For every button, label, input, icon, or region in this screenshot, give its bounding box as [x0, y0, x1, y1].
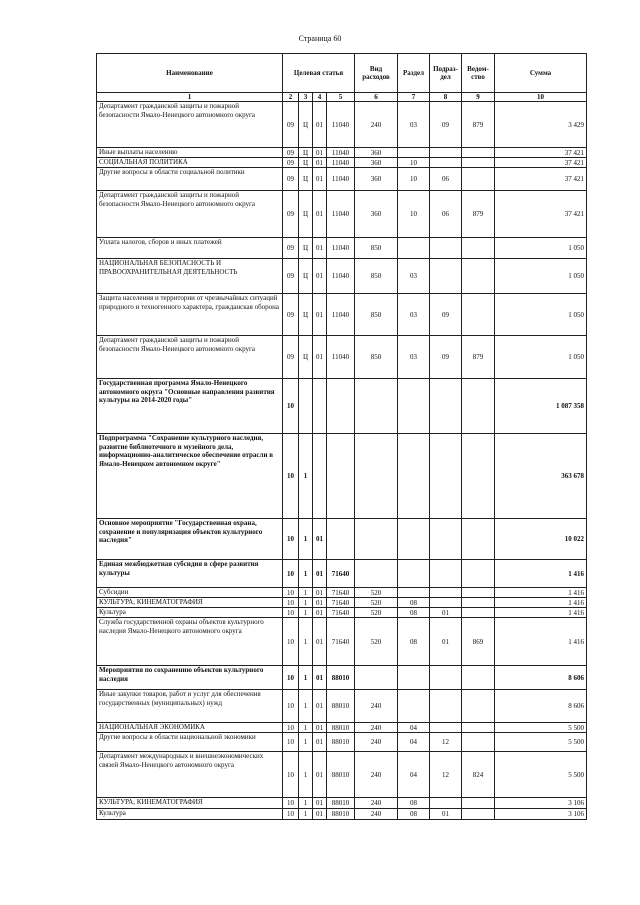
row-name: Другие вопросы в области национальной экономики [97, 733, 283, 752]
row-name: НАЦИОНАЛЬНАЯ БЕЗОПАСНОСТЬ И ПРАВООХРАНИТЕЛЬНАЯ ДЕЯТЕЛЬНОСТЬ [97, 259, 283, 294]
row-sum: 1 416 [495, 618, 587, 666]
budget-table [96, 53, 587, 820]
table-row [97, 752, 587, 798]
row-code-c9 [462, 733, 495, 752]
table-row [97, 519, 587, 560]
row-code-c7: 04 [398, 752, 430, 798]
row-code-c3: Ц [299, 148, 313, 158]
row-code-c2: 10 [283, 434, 299, 519]
row-code-c4: 01 [313, 519, 327, 560]
row-code-c9 [462, 798, 495, 809]
row-code-c2: 10 [283, 809, 299, 820]
row-code-c7: 08 [398, 608, 430, 618]
table-row [97, 733, 587, 752]
table-row [97, 148, 587, 158]
row-name: Департамент гражданской защиты и пожарной безопасности Ямало-Ненецкого автономного округа [97, 102, 283, 148]
row-code-c7 [398, 519, 430, 560]
col-num: 7 [398, 93, 430, 102]
row-code-c4: 01 [313, 102, 327, 148]
row-code-c4: 01 [313, 148, 327, 158]
row-code-c5: 71640 [327, 588, 355, 598]
row-name: Другие вопросы в области социальной политики [97, 168, 283, 191]
row-sum: 1 416 [495, 560, 587, 588]
row-code-c9 [462, 158, 495, 168]
row-sum: 5 500 [495, 723, 587, 733]
row-sum: 1 050 [495, 238, 587, 259]
row-name: Мероприятия по сохранению объектов культурного наследия [97, 666, 283, 690]
row-name: НАЦИОНАЛЬНАЯ ЭКОНОМИКА [97, 723, 283, 733]
header-expense-type: Вид расходов [355, 54, 398, 93]
row-code-c6 [355, 560, 398, 588]
row-code-c2: 10 [283, 798, 299, 809]
row-code-c5 [327, 519, 355, 560]
row-code-c7: 03 [398, 102, 430, 148]
row-code-c5 [327, 379, 355, 434]
row-code-c7: 10 [398, 168, 430, 191]
row-code-c6: 520 [355, 608, 398, 618]
table-row [97, 588, 587, 598]
table-row [97, 259, 587, 294]
row-code-c5: 88010 [327, 752, 355, 798]
row-code-c8 [430, 798, 462, 809]
col-num: 4 [313, 93, 327, 102]
row-sum: 5 500 [495, 752, 587, 798]
row-code-c8 [430, 379, 462, 434]
row-code-c2: 10 [283, 690, 299, 723]
row-code-c9 [462, 148, 495, 158]
row-code-c4: 01 [313, 733, 327, 752]
row-code-c9 [462, 560, 495, 588]
table-row [97, 666, 587, 690]
row-code-c6: 850 [355, 336, 398, 379]
page-number: Страница 60 [298, 34, 342, 43]
row-sum: 37 421 [495, 148, 587, 158]
row-code-c8: 09 [430, 336, 462, 379]
row-code-c7: 10 [398, 158, 430, 168]
row-code-c9 [462, 723, 495, 733]
table-header-row [97, 54, 587, 93]
header-section: Раздел [398, 54, 430, 93]
row-code-c3: Ц [299, 191, 313, 238]
row-code-c3: 1 [299, 618, 313, 666]
row-code-c7: 08 [398, 809, 430, 820]
row-code-c8: 01 [430, 809, 462, 820]
row-code-c2: 10 [283, 608, 299, 618]
row-code-c4: 01 [313, 336, 327, 379]
row-code-c9 [462, 809, 495, 820]
row-code-c5: 11040 [327, 191, 355, 238]
row-code-c7: 03 [398, 336, 430, 379]
row-code-c7 [398, 434, 430, 519]
row-code-c2: 10 [283, 666, 299, 690]
row-code-c5: 88010 [327, 690, 355, 723]
table-row [97, 336, 587, 379]
row-code-c3: 1 [299, 608, 313, 618]
row-sum: 3 106 [495, 809, 587, 820]
row-code-c5: 11040 [327, 168, 355, 191]
row-code-c7: 08 [398, 598, 430, 608]
table-row [97, 158, 587, 168]
row-code-c9 [462, 608, 495, 618]
col-num: 9 [462, 93, 495, 102]
row-code-c2: 09 [283, 238, 299, 259]
row-code-c4: 01 [313, 168, 327, 191]
row-code-c7: 03 [398, 294, 430, 336]
row-code-c6: 240 [355, 809, 398, 820]
row-code-c5: 88010 [327, 798, 355, 809]
row-code-c5: 71640 [327, 608, 355, 618]
row-code-c9 [462, 598, 495, 608]
row-code-c2: 09 [283, 158, 299, 168]
row-code-c3: Ц [299, 158, 313, 168]
row-sum: 1 416 [495, 598, 587, 608]
row-code-c7 [398, 588, 430, 598]
row-code-c2: 10 [283, 733, 299, 752]
row-code-c7 [398, 238, 430, 259]
row-code-c3: Ц [299, 294, 313, 336]
row-code-c7 [398, 560, 430, 588]
row-code-c4: 01 [313, 752, 327, 798]
row-code-c3: 1 [299, 723, 313, 733]
row-name: Уплата налогов, сборов и иных платежей [97, 238, 283, 259]
row-code-c6 [355, 666, 398, 690]
row-code-c5: 88010 [327, 733, 355, 752]
row-code-c7: 04 [398, 723, 430, 733]
row-sum: 37 421 [495, 158, 587, 168]
row-code-c4: 01 [313, 618, 327, 666]
row-code-c9 [462, 238, 495, 259]
row-code-c3: 1 [299, 598, 313, 608]
row-code-c2: 09 [283, 336, 299, 379]
table-row [97, 560, 587, 588]
row-code-c3: 1 [299, 434, 313, 519]
row-code-c9 [462, 434, 495, 519]
row-code-c8 [430, 158, 462, 168]
row-name: Подпрограмма "Сохранение культурного наследия, развитие библиотечного и музейного дела, информационно-аналитическое обеспечение отрасли в Ямало-Ненецком автономном округе" [97, 434, 283, 519]
row-code-c4: 01 [313, 294, 327, 336]
col-num: 3 [299, 93, 313, 102]
row-code-c4: 01 [313, 690, 327, 723]
row-code-c8 [430, 690, 462, 723]
row-code-c4: 01 [313, 666, 327, 690]
row-code-c9 [462, 588, 495, 598]
row-code-c9 [462, 519, 495, 560]
row-code-c2: 09 [283, 294, 299, 336]
row-code-c6 [355, 434, 398, 519]
row-code-c6: 240 [355, 723, 398, 733]
row-code-c3 [299, 379, 313, 434]
col-num: 1 [97, 93, 283, 102]
row-code-c4: 01 [313, 560, 327, 588]
row-code-c9 [462, 666, 495, 690]
row-sum: 363 678 [495, 434, 587, 519]
row-code-c8 [430, 238, 462, 259]
col-num: 8 [430, 93, 462, 102]
table-row [97, 608, 587, 618]
row-name: Основное мероприятие "Государственная охрана, сохранение и популяризация объектов культурного наследия" [97, 519, 283, 560]
col-num: 6 [355, 93, 398, 102]
table-row [97, 690, 587, 723]
row-code-c7 [398, 148, 430, 158]
row-code-c3: 1 [299, 588, 313, 598]
row-code-c2: 10 [283, 379, 299, 434]
row-sum: 1 416 [495, 608, 587, 618]
row-code-c8: 09 [430, 102, 462, 148]
row-code-c2: 10 [283, 752, 299, 798]
row-sum: 5 500 [495, 733, 587, 752]
row-code-c6: 240 [355, 102, 398, 148]
row-code-c4: 01 [313, 798, 327, 809]
row-code-c3: 1 [299, 666, 313, 690]
row-name: Иные выплаты населению [97, 148, 283, 158]
row-code-c9 [462, 379, 495, 434]
row-code-c5 [327, 434, 355, 519]
row-code-c3: Ц [299, 238, 313, 259]
row-code-c8 [430, 519, 462, 560]
row-code-c7: 08 [398, 618, 430, 666]
table-row [97, 434, 587, 519]
row-code-c2: 09 [283, 148, 299, 158]
row-code-c5: 11040 [327, 259, 355, 294]
row-sum: 8 606 [495, 666, 587, 690]
row-code-c3: 1 [299, 519, 313, 560]
table-row [97, 809, 587, 820]
row-code-c3: Ц [299, 336, 313, 379]
row-sum: 3 429 [495, 102, 587, 148]
header-department: Ведом-ство [462, 54, 495, 93]
row-name: Культура [97, 608, 283, 618]
row-code-c8: 06 [430, 191, 462, 238]
row-sum: 3 106 [495, 798, 587, 809]
table-row [97, 379, 587, 434]
row-code-c4: 01 [313, 588, 327, 598]
row-code-c4 [313, 434, 327, 519]
row-code-c8: 01 [430, 618, 462, 666]
table-row [97, 723, 587, 733]
row-sum: 1 050 [495, 259, 587, 294]
row-code-c8: 01 [430, 608, 462, 618]
row-code-c5: 71640 [327, 598, 355, 608]
row-code-c8 [430, 148, 462, 158]
row-code-c4: 01 [313, 608, 327, 618]
row-code-c6: 520 [355, 618, 398, 666]
col-num: 10 [495, 93, 587, 102]
row-code-c8: 06 [430, 168, 462, 191]
row-code-c6: 850 [355, 259, 398, 294]
row-code-c7: 04 [398, 733, 430, 752]
row-name: Культура [97, 809, 283, 820]
header-name: Наименование [97, 54, 283, 93]
row-code-c5: 88010 [327, 666, 355, 690]
table-row [97, 618, 587, 666]
row-code-c4: 01 [313, 598, 327, 608]
row-code-c2: 09 [283, 191, 299, 238]
row-name: Департамент гражданской защиты и пожарной безопасности Ямало-Ненецкого автономного округа [97, 191, 283, 238]
row-code-c9: 879 [462, 191, 495, 238]
row-sum: 37 421 [495, 168, 587, 191]
row-code-c6 [355, 379, 398, 434]
row-code-c3: 1 [299, 809, 313, 820]
row-code-c6: 850 [355, 238, 398, 259]
header-target-article: Целевая статья [283, 54, 355, 93]
row-code-c6: 240 [355, 733, 398, 752]
row-code-c4: 01 [313, 809, 327, 820]
row-name: Служба государственной охраны объектов культурного наследия Ямало-Ненецкого автономного округа [97, 618, 283, 666]
row-name: КУЛЬТУРА, КИНЕМАТОГРАФИЯ [97, 798, 283, 809]
row-code-c9: 824 [462, 752, 495, 798]
row-name: КУЛЬТУРА, КИНЕМАТОГРАФИЯ [97, 598, 283, 608]
row-code-c7: 03 [398, 259, 430, 294]
row-code-c3: Ц [299, 102, 313, 148]
row-code-c7: 10 [398, 191, 430, 238]
row-code-c9 [462, 294, 495, 336]
row-sum: 1 050 [495, 294, 587, 336]
row-name: Департамент международных и внешнеэкономических связей Ямало-Ненецкого автономного округа [97, 752, 283, 798]
row-code-c2: 10 [283, 588, 299, 598]
row-sum: 8 606 [495, 690, 587, 723]
row-code-c2: 10 [283, 560, 299, 588]
row-code-c8 [430, 598, 462, 608]
row-code-c6: 520 [355, 598, 398, 608]
header-subsection: Подраз-дел [430, 54, 462, 93]
row-sum: 1 087 358 [495, 379, 587, 434]
row-sum: 1 416 [495, 588, 587, 598]
row-code-c4 [313, 379, 327, 434]
table-row [97, 294, 587, 336]
row-code-c2: 09 [283, 259, 299, 294]
row-code-c8 [430, 259, 462, 294]
row-code-c3: 1 [299, 798, 313, 809]
row-code-c3: Ц [299, 168, 313, 191]
row-code-c8: 09 [430, 294, 462, 336]
row-code-c6: 850 [355, 294, 398, 336]
row-code-c8: 12 [430, 752, 462, 798]
row-code-c6: 520 [355, 588, 398, 598]
row-code-c4: 01 [313, 158, 327, 168]
table-row [97, 798, 587, 809]
row-code-c6 [355, 519, 398, 560]
row-code-c3: 1 [299, 560, 313, 588]
row-name: Департамент гражданской защиты и пожарной безопасности Ямало-Ненецкого автономного округа [97, 336, 283, 379]
col-num: 2 [283, 93, 299, 102]
row-sum: 37 421 [495, 191, 587, 238]
header-sum: Сумма [495, 54, 587, 93]
row-code-c3: 1 [299, 733, 313, 752]
row-code-c5: 11040 [327, 238, 355, 259]
table-row [97, 598, 587, 608]
row-name: СОЦИАЛЬНАЯ ПОЛИТИКА [97, 158, 283, 168]
row-code-c9 [462, 690, 495, 723]
row-code-c8 [430, 434, 462, 519]
row-code-c6: 360 [355, 191, 398, 238]
row-code-c9: 879 [462, 102, 495, 148]
row-code-c7: 08 [398, 798, 430, 809]
row-code-c6: 360 [355, 148, 398, 158]
row-code-c4: 01 [313, 238, 327, 259]
row-code-c2: 10 [283, 598, 299, 608]
row-code-c5: 11040 [327, 102, 355, 148]
row-code-c5: 11040 [327, 148, 355, 158]
row-name: Субсидии [97, 588, 283, 598]
row-code-c7 [398, 379, 430, 434]
row-sum: 10 022 [495, 519, 587, 560]
row-code-c3: 1 [299, 752, 313, 798]
row-code-c9: 869 [462, 618, 495, 666]
row-code-c3: Ц [299, 259, 313, 294]
table-row [97, 238, 587, 259]
col-num: 5 [327, 93, 355, 102]
column-number-row [97, 93, 587, 102]
row-code-c6: 360 [355, 168, 398, 191]
row-code-c2: 10 [283, 723, 299, 733]
table-row [97, 168, 587, 191]
row-code-c6: 360 [355, 158, 398, 168]
row-code-c2: 10 [283, 618, 299, 666]
row-code-c7 [398, 666, 430, 690]
row-code-c9 [462, 259, 495, 294]
row-code-c8 [430, 723, 462, 733]
row-code-c2: 09 [283, 102, 299, 148]
row-code-c2: 09 [283, 168, 299, 191]
row-code-c5: 11040 [327, 158, 355, 168]
row-code-c9: 879 [462, 336, 495, 379]
row-name: Защита населения и территории от чрезвычайных ситуаций природного и техногенного характера, гражданская оборона [97, 294, 283, 336]
row-code-c6: 240 [355, 752, 398, 798]
row-name: Иные закупки товаров, работ и услуг для обеспечения государственных (муниципальных) нужд [97, 690, 283, 723]
row-name: Единая межбюджетная субсидия в сфере развития культуры [97, 560, 283, 588]
row-code-c5: 88010 [327, 723, 355, 733]
row-code-c4: 01 [313, 191, 327, 238]
row-code-c5: 11040 [327, 294, 355, 336]
table-row [97, 191, 587, 238]
row-code-c3: 1 [299, 690, 313, 723]
row-code-c6: 240 [355, 690, 398, 723]
row-code-c5: 71640 [327, 618, 355, 666]
row-code-c6: 240 [355, 798, 398, 809]
row-code-c8 [430, 560, 462, 588]
row-code-c4: 01 [313, 723, 327, 733]
row-code-c5: 11040 [327, 336, 355, 379]
row-code-c4: 01 [313, 259, 327, 294]
row-code-c8 [430, 588, 462, 598]
row-name: Государственная программа Ямало-Ненецкого автономного округа "Основные направления развития культуры на 2014-2020 годы" [97, 379, 283, 434]
row-code-c8: 12 [430, 733, 462, 752]
table-row [97, 102, 587, 148]
row-code-c8 [430, 666, 462, 690]
row-code-c9 [462, 168, 495, 191]
row-code-c5: 88010 [327, 809, 355, 820]
row-code-c7 [398, 690, 430, 723]
row-sum: 1 050 [495, 336, 587, 379]
row-code-c5: 71640 [327, 560, 355, 588]
row-code-c2: 10 [283, 519, 299, 560]
